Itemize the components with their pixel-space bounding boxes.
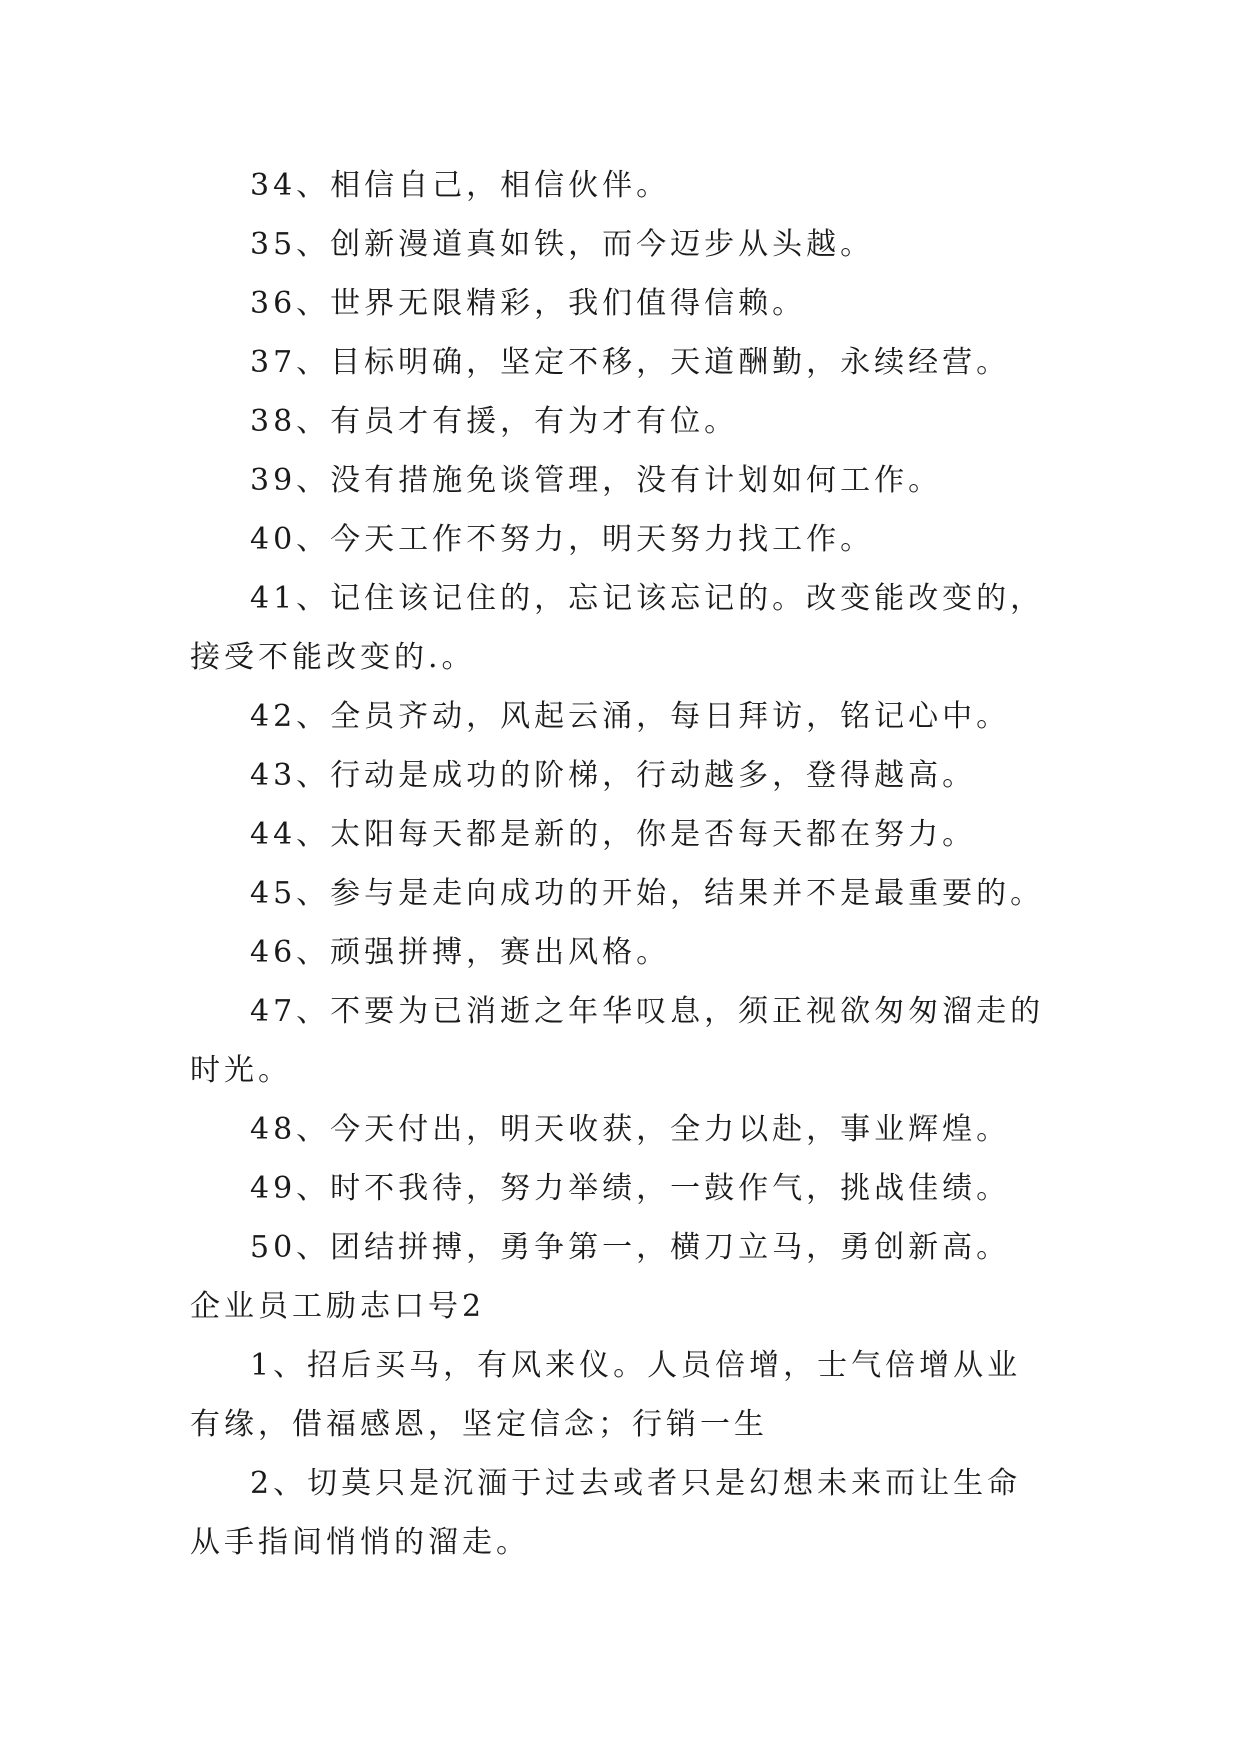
slogan-item-45: 45、参与是走向成功的开始，结果并不是最重要的。	[250, 876, 1045, 911]
slogan-item-39: 39、没有措施免谈管理，没有计划如何工作。	[250, 463, 943, 498]
slogan-item-34: 34、相信自己，相信伙伴。	[250, 168, 671, 203]
slogan-item-46: 46、顽强拼搏，赛出风格。	[250, 935, 671, 970]
slogan-item-42: 42、全员齐动，风起云涌，每日拜访，铭记心中。	[250, 699, 1011, 734]
section-item-2: 2、切莫只是沉湎于过去或者只是幻想未来而让生命从手指间悄悄的溜走。	[190, 1466, 1022, 1560]
slogan-item-37: 37、目标明确，坚定不移，天道酬勤，永续经营。	[250, 345, 1011, 380]
slogan-item-48: 48、今天付出，明天收获，全力以赴，事业辉煌。	[250, 1112, 1011, 1147]
slogan-item-40: 40、今天工作不努力，明天努力找工作。	[250, 522, 875, 557]
slogan-item-47: 47、不要为已消逝之年华叹息，须正视欲匆匆溜走的时光。	[190, 994, 1045, 1088]
slogan-item-44: 44、太阳每天都是新的，你是否每天都在努力。	[250, 817, 977, 852]
slogan-item-50: 50、团结拼搏，勇争第一，横刀立马，勇创新高。	[250, 1230, 1011, 1265]
slogan-item-35: 35、创新漫道真如铁，而今迈步从头越。	[250, 227, 875, 262]
slogan-item-41: 41、记住该记住的，忘记该忘记的。改变能改变的，接受不能改变的.。	[190, 581, 1045, 675]
section-heading: 企业员工励志口号2	[190, 1289, 486, 1324]
section-item-1: 1、招后买马，有风来仪。人员倍增，士气倍增从业有缘，借福感恩，坚定信念；行销一生	[190, 1348, 1022, 1442]
slogan-item-43: 43、行动是成功的阶梯，行动越多，登得越高。	[250, 758, 977, 793]
slogan-item-49: 49、时不我待，努力举绩，一鼓作气，挑战佳绩。	[250, 1171, 1011, 1206]
slogan-item-36: 36、世界无限精彩，我们值得信赖。	[250, 286, 807, 321]
document-body	[190, 156, 1052, 1572]
slogan-item-38: 38、有员才有援，有为才有位。	[250, 404, 739, 439]
